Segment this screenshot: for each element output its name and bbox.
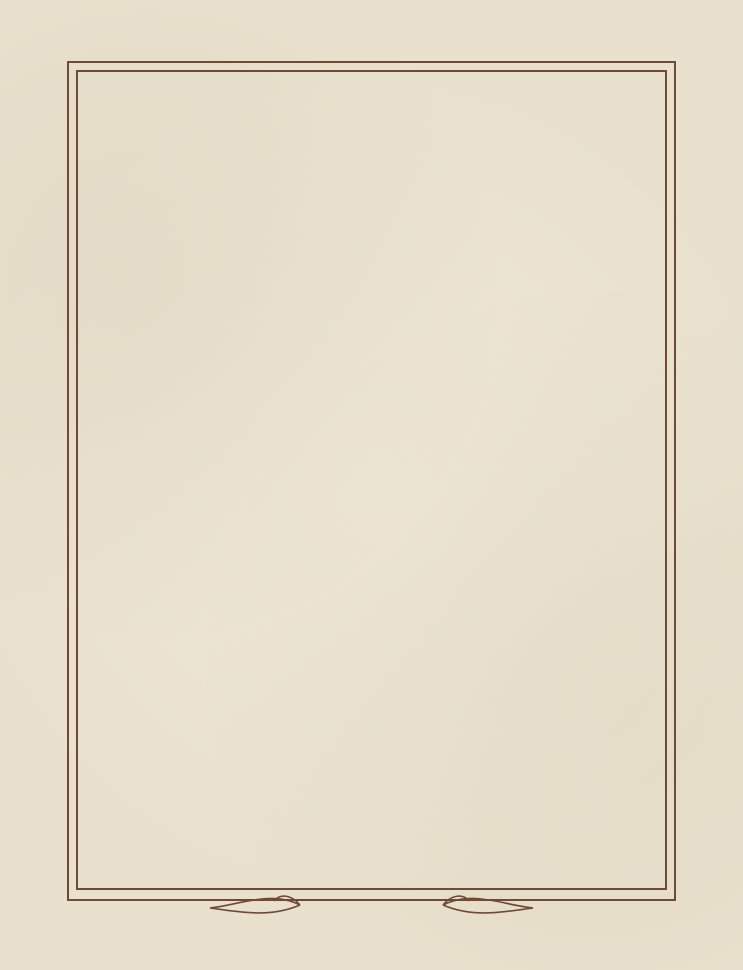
ingredients-right-column [414, 302, 624, 320]
inner-frame [76, 70, 667, 890]
